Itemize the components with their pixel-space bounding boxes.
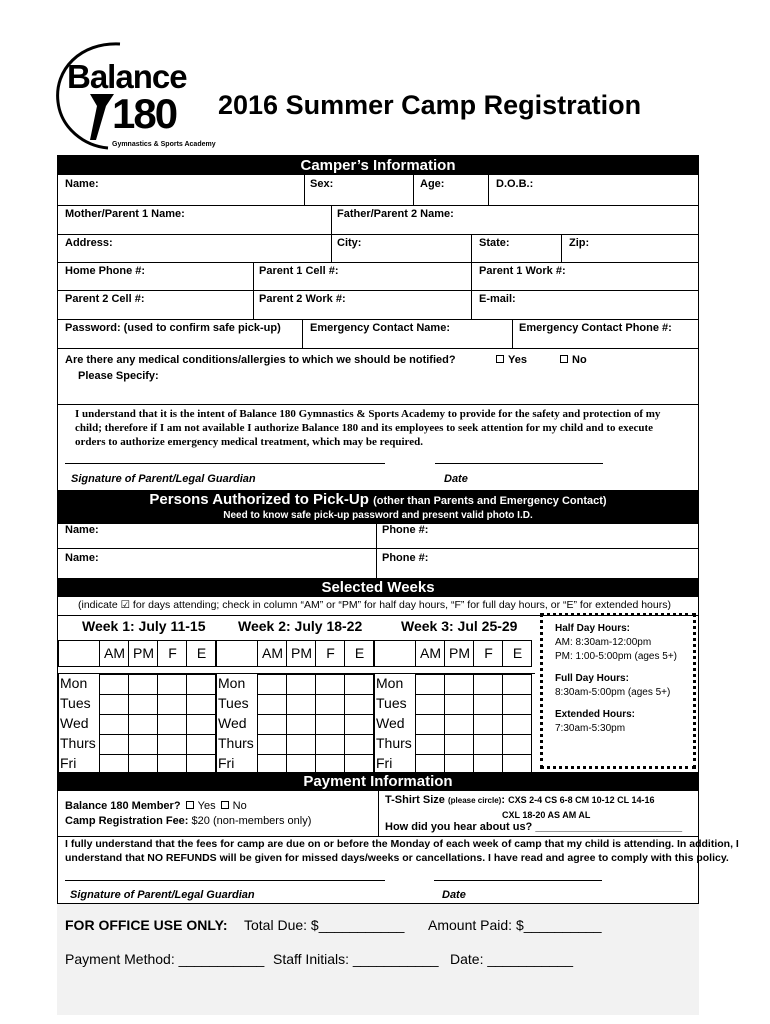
age-field-label: Age: (420, 178, 445, 190)
payment-signature-label: Signature of Parent/Legal Guardian (70, 889, 255, 901)
week2-checkbox-pm[interactable] (286, 714, 316, 735)
week1-checkbox-pm[interactable] (128, 714, 158, 735)
week1-col-f-label: F (168, 645, 177, 661)
week3-title: Week 3: Jul 25-29 (401, 618, 518, 634)
week2-header-blank (216, 640, 258, 667)
consent-text-line3: orders to authorize emergency medical treatment, which may be required. (75, 436, 423, 448)
member-no-checkbox-icon[interactable] (221, 801, 229, 809)
week3-checkbox-pm[interactable] (444, 674, 474, 695)
week1-header-blank (58, 640, 100, 667)
week2-day-cell (216, 694, 258, 715)
selected-weeks-header: Selected Weeks (58, 578, 698, 597)
week1-checkbox-am[interactable] (99, 734, 129, 755)
week3-checkbox-pm[interactable] (444, 714, 474, 735)
week3-checkbox-f[interactable] (473, 674, 503, 695)
week2-header-e (344, 640, 374, 667)
week1-title: Week 1: July 11-15 (82, 618, 206, 634)
no-checkbox-icon[interactable] (560, 355, 568, 363)
week2-checkbox-am[interactable] (257, 714, 287, 735)
week1-day-cell (58, 694, 100, 715)
consent-date-label: Date (444, 473, 468, 485)
parent2-cell-label: Parent 2 Cell #: (65, 293, 145, 305)
week3-header-am (415, 640, 445, 667)
consent-signature-line[interactable] (65, 463, 385, 464)
logo-tagline: Gymnastics & Sports Academy (112, 141, 216, 148)
week2-title: Week 2: July 18-22 (238, 618, 363, 634)
week1-checkbox-pm[interactable] (128, 734, 158, 755)
logo-180-text: 180 (112, 90, 177, 137)
registration-fee: Camp Registration Fee: $20 (non-members only) (65, 815, 312, 827)
consent-signature-label: Signature of Parent/Legal Guardian (71, 473, 256, 485)
week2-header-f (315, 640, 345, 667)
week3-checkbox-f[interactable] (473, 694, 503, 715)
week2-col-f-label: F (326, 645, 335, 661)
week1-col-pm-label: PM (133, 645, 154, 661)
pickup-name-1-label: Name: (65, 524, 99, 536)
staff-initials-field[interactable]: Staff Initials: ___________ (273, 951, 439, 967)
week3-col-am-label: AM (420, 645, 441, 661)
week2-day-label: Wed (218, 715, 247, 731)
email-label: E-mail: (479, 293, 516, 305)
week1-checkbox-e[interactable] (186, 714, 216, 735)
home-phone-label: Home Phone #: (65, 265, 146, 277)
member-yes-checkbox-icon[interactable] (186, 801, 194, 809)
week3-day-cell (374, 714, 416, 735)
registration-form (57, 155, 699, 1015)
please-specify-label: Please Specify: (78, 370, 159, 382)
name-field-label: Name: (65, 178, 99, 190)
total-due-field[interactable]: Total Due: $___________ (244, 917, 405, 933)
emergency-contact-phone-label: Emergency Contact Phone #: (519, 322, 672, 334)
week1-day-cell (58, 734, 100, 755)
week2-day-label: Mon (218, 675, 246, 691)
page-title: 2016 Summer Camp Registration (218, 90, 642, 120)
emergency-contact-name-label: Emergency Contact Name: (310, 322, 450, 334)
week1-header-am (99, 640, 129, 667)
week3-day-label: Fri (376, 755, 393, 771)
week2-checkbox-am[interactable] (257, 694, 287, 715)
week2-checkbox-e[interactable] (344, 694, 374, 715)
parent1-name-label: Mother/Parent 1 Name: (65, 208, 185, 220)
week2-checkbox-e[interactable] (344, 674, 374, 695)
weeks-instructions: (indicate ☑ for days attending; check in column “AM” or “PM” for half day hours, “F” for full day hours, or “E” for extended hours) (78, 599, 671, 611)
consent-text-line2: child; therefore if I am not available I authorize Balance 180 and its employees to seek attention for my child and to execute (75, 422, 654, 434)
week3-day-divider (374, 674, 375, 774)
week2-day-label: Tues (218, 695, 249, 711)
week1-checkbox-f[interactable] (157, 714, 187, 735)
week2-checkbox-f[interactable] (315, 674, 345, 695)
office-date-field[interactable]: Date: ___________ (450, 951, 573, 967)
pickup-phone-2-label: Phone #: (382, 552, 429, 564)
week3-checkbox-am[interactable] (415, 694, 445, 715)
week3-checkbox-e[interactable] (502, 734, 532, 755)
week1-header-pm (128, 640, 158, 667)
week2-checkbox-f[interactable] (315, 734, 345, 755)
pickup-phone-1-label: Phone #: (382, 524, 429, 536)
extended-title: Extended Hours: (555, 709, 636, 720)
week1-checkbox-e[interactable] (186, 694, 216, 715)
city-label: City: (337, 237, 362, 249)
week2-checkbox-e[interactable] (344, 714, 374, 735)
week3-checkbox-am[interactable] (415, 734, 445, 755)
week1-day-label: Thurs (60, 735, 96, 751)
week3-checkbox-pm[interactable] (444, 694, 474, 715)
parent1-cell-label: Parent 1 Cell #: (259, 265, 339, 277)
medical-yes-option[interactable]: Yes (494, 354, 527, 366)
week1-checkbox-f[interactable] (157, 674, 187, 695)
week1-checkbox-f[interactable] (157, 694, 187, 715)
weeks-grid-rule (57, 673, 535, 674)
parent2-work-label: Parent 2 Work #: (259, 293, 346, 305)
week2-day-divider (216, 674, 217, 774)
campers-information-header: Camper’s Information (58, 156, 698, 175)
week1-day-cell (58, 714, 100, 735)
week1-col-e-label: E (196, 645, 207, 661)
consent-date-line[interactable] (435, 463, 603, 464)
address-label: Address: (65, 237, 113, 249)
week3-checkbox-am[interactable] (415, 714, 445, 735)
terms-line2: understand that NO REFUNDS will be given for missed days/weeks or cancellations. I have read and agree to comply with this policy. (65, 852, 729, 864)
week3-day-label: Mon (376, 675, 404, 691)
week3-checkbox-e[interactable] (502, 694, 532, 715)
week3-col-pm-label: PM (449, 645, 470, 661)
week3-header-pm (444, 640, 474, 667)
half-day-title: Half Day Hours: (555, 623, 631, 634)
payment-header: Payment Information (57, 772, 699, 791)
consent-text-line1: I understand that it is the intent of Balance 180 Gymnastics & Sports Academy to provide for the safety and protection of my (75, 408, 661, 420)
week2-day-cell (216, 714, 258, 735)
week1-checkbox-am[interactable] (99, 714, 129, 735)
week3-checkbox-e[interactable] (502, 674, 532, 695)
week2-header-am (257, 640, 287, 667)
week3-header-e (502, 640, 532, 667)
week1-day-divider (58, 674, 59, 774)
week1-checkbox-am[interactable] (99, 674, 129, 695)
week1-day-label: Mon (60, 675, 88, 691)
pickup-header: Persons Authorized to Pick-Up (other than Parents and Emergency Contact) Need to know safe pick-up password and present valid photo I.D. (58, 490, 698, 524)
how-did-you-hear[interactable]: How did you hear about us? ________________________ (385, 821, 683, 833)
hours-info-box (540, 613, 696, 769)
week2-checkbox-e[interactable] (344, 734, 374, 755)
week2-checkbox-f[interactable] (315, 714, 345, 735)
week2-checkbox-am[interactable] (257, 734, 287, 755)
password-label: Password: (used to confirm safe pick-up) (65, 322, 281, 334)
sex-field-label: Sex: (310, 178, 334, 190)
medical-no-option[interactable]: No (558, 354, 587, 366)
week1-day-label: Tues (60, 695, 91, 711)
pickup-name-2-label: Name: (65, 552, 99, 564)
payment-signature-line[interactable] (65, 880, 385, 881)
week2-header-pm (286, 640, 316, 667)
week3-day-cell (374, 674, 416, 695)
week1-checkbox-am[interactable] (99, 694, 129, 715)
week3-day-label: Wed (376, 715, 405, 731)
full-day-hours: 8:30am-5:00pm (ages 5+) (555, 687, 671, 698)
week2-col-am-label: AM (262, 645, 283, 661)
yes-checkbox-icon[interactable] (496, 355, 504, 363)
week2-checkbox-pm[interactable] (286, 674, 316, 695)
payment-method-field[interactable]: Payment Method: ___________ (65, 951, 265, 967)
extended-hours: 7:30am-5:30pm (555, 723, 626, 734)
week2-checkbox-f[interactable] (315, 694, 345, 715)
week1-day-label: Wed (60, 715, 89, 731)
week2-checkbox-am[interactable] (257, 674, 287, 695)
week2-col-pm-label: PM (291, 645, 312, 661)
week1-checkbox-f[interactable] (157, 734, 187, 755)
week3-checkbox-am[interactable] (415, 674, 445, 695)
week2-day-label: Fri (218, 755, 235, 771)
week3-day-label: Thurs (376, 735, 412, 751)
week3-day-cell (374, 694, 416, 715)
week1-header-f (157, 640, 187, 667)
week3-header-f (473, 640, 503, 667)
office-use-label: FOR OFFICE USE ONLY: (65, 917, 228, 933)
zip-label: Zip: (569, 237, 590, 249)
half-day-pm: PM: 1:00-5:00pm (ages 5+) (555, 651, 678, 662)
week1-checkbox-pm[interactable] (128, 694, 158, 715)
week3-header-blank (374, 640, 416, 667)
payment-date-line[interactable] (434, 880, 602, 881)
full-day-title: Full Day Hours: (555, 673, 629, 684)
week1-col-am-label: AM (104, 645, 125, 661)
week3-checkbox-f[interactable] (473, 714, 503, 735)
tshirt-size-label: T-Shirt Size (please circle): CXS 2-4 CS 6-8 CM 10-12 CL 14-16 (385, 794, 655, 806)
tshirt-sizes-row2[interactable]: CXL 18-20 AS AM AL (502, 810, 591, 820)
amount-paid-field[interactable]: Amount Paid: $__________ (428, 917, 602, 933)
week1-day-label: Fri (60, 755, 77, 771)
payment-date-label: Date (442, 889, 466, 901)
dob-field-label: D.O.B.: (496, 178, 534, 190)
week2-day-cell (216, 674, 258, 695)
week2-checkbox-pm[interactable] (286, 694, 316, 715)
week3-day-label: Tues (376, 695, 407, 711)
week1-checkbox-e[interactable] (186, 674, 216, 695)
week3-day-cell (374, 734, 416, 755)
week1-checkbox-pm[interactable] (128, 674, 158, 695)
week1-day-cell (58, 674, 100, 695)
week2-day-label: Thurs (218, 735, 254, 751)
member-question: Balance 180 Member? Yes No (65, 800, 247, 812)
balance-180-logo (50, 40, 216, 155)
week3-col-e-label: E (512, 645, 523, 661)
half-day-am: AM: 8:30am-12:00pm (555, 637, 652, 648)
terms-line1: I fully understand that the fees for camp are due on or before the Monday of each week of camp that my child is attending. In addition, I (65, 838, 739, 850)
parent1-work-label: Parent 1 Work #: (479, 265, 566, 277)
state-label: State: (479, 237, 510, 249)
week3-col-f-label: F (484, 645, 493, 661)
week1-header-e (186, 640, 216, 667)
week3-checkbox-f[interactable] (473, 734, 503, 755)
week2-day-cell (216, 734, 258, 755)
week3-checkbox-pm[interactable] (444, 734, 474, 755)
week1-checkbox-e[interactable] (186, 734, 216, 755)
logo-balance-text: Balance (67, 58, 187, 95)
week2-col-e-label: E (354, 645, 365, 661)
week3-checkbox-e[interactable] (502, 714, 532, 735)
week2-checkbox-pm[interactable] (286, 734, 316, 755)
medical-question: Are there any medical conditions/allergies to which we should be notified? (65, 354, 456, 366)
parent2-name-label: Father/Parent 2 Name: (337, 208, 454, 220)
